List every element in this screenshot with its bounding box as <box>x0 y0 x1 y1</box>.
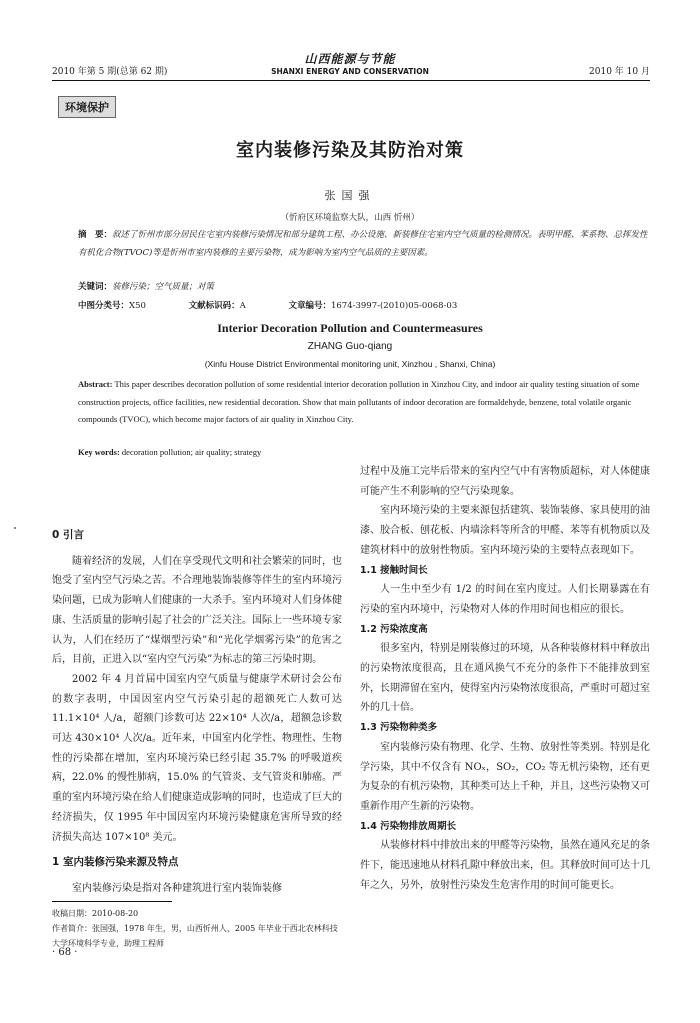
keywords-zh-text: 装修污染；空气质量；对策 <box>112 282 215 292</box>
issue-info: 2010 年第 5 期(总第 62 期) <box>52 67 168 77</box>
margin-mark <box>14 527 16 529</box>
english-affiliation: (Xinfu House District Environmental monitoring unit, Xinzhou , Shanxi, China) <box>204 359 496 369</box>
abstract-zh-label: 摘 要： <box>78 230 113 240</box>
article-id-value: 1674-3997-(2010)05-0068-03 <box>330 301 458 311</box>
footnote-rule <box>52 901 172 902</box>
section-heading-intro: 0 引言 <box>52 529 84 541</box>
abstract-zh <box>78 226 650 262</box>
header-rule <box>52 80 650 81</box>
english-author: ZHANG Guo-qiang <box>307 341 393 352</box>
issue-date: 2010 年 10 月 <box>589 67 650 77</box>
english-keywords-text: decoration pollution; air quality; strategy <box>121 447 262 457</box>
english-keywords-label: Key words: <box>78 447 120 457</box>
article-id-label: 文章编号： <box>288 301 331 311</box>
section-tag: 环境保护 <box>58 96 116 118</box>
section-heading-sources: 1 室内装修污染来源及特点 <box>52 856 179 869</box>
subsection-heading: 1.4 污染物排放周期长 <box>360 820 457 832</box>
footnote <box>52 906 342 951</box>
paragraph: 从装修材料中排放出来的甲醛等污染物，虽然在通风充足的条件下，能迅速地从材料孔隙中释放出来，但。其释放时间可达十几年之久，另外，放射性污染发生危害作用的时间可能更长。 <box>360 840 650 891</box>
english-abstract-label: Abstract: <box>78 379 113 389</box>
left-column <box>52 520 342 899</box>
author-bio: 作者简介：张国强，1978 年生，男，山西忻州人，2005 年毕业于西北农林科技大学环境科学专业，助理工程师 <box>52 924 338 948</box>
received-date: 收稿日期：2010-08-20 <box>52 909 139 918</box>
paragraph: 很多室内，特别是刚装修过的环境，从各种装修材料中释放出的污染物浓度很高，且在通风换气不充分的条件下不能排放到室外，长期滞留在室内，使得室内污染物浓度很高，严重时可超过室外的几十倍。 <box>360 643 650 714</box>
subsection-heading: 1.1 接触时间长 <box>360 564 428 576</box>
page-number: · 68 · <box>52 947 78 958</box>
journal-english-name: SHANXI ENERGY AND CONSERVATION <box>271 67 429 76</box>
paragraph: 人一生中至少有 1/2 的时间在室内度过。人们长期暴露在有污染的室内环境中，污染物对人体的作用时间也相应的很长。 <box>360 584 650 615</box>
paragraph: 室内环境污染的主要来源包括建筑、装饰装修、家具使用的油漆、胶合板、刨花板、内墙涂料等所含的甲醛、苯等有机物质以及建筑材料中的放射性物质。室内环境污染的主要特点表现如下。 <box>360 505 650 556</box>
english-abstract <box>78 376 650 429</box>
page-title: 室内装修污染及其防治对策 <box>236 140 464 161</box>
paragraph: 随着经济的发展，人们在享受现代文明和社会繁荣的同时，也饱受了室内空气污染之苦。不合理地装饰装修等伴生的室内环境污染问题，已成为影响人们健康的一大杀手。室内环境对人们身体健康、生活质量的影响引起了社会的广泛关注。国际上一些环境专家认为，人们在经历了“煤烟型污染”和“光化学烟雾污染”的危害之后，目前，正进入以“室内空气污染”为标志的第三污染时期。 <box>52 555 342 666</box>
doc-code-value: A <box>239 301 246 311</box>
author: 张国强 <box>324 189 376 202</box>
paragraph: 室内装修污染是指对各种建筑进行室内装饰装修 <box>72 882 282 894</box>
right-column <box>360 462 650 895</box>
english-abstract-text: This paper describes decoration pollution of some residential interior decoration pollution in Xinzhou City, and indoor air quality testing situation of some construction projects, office facilities, new residential decoration. Show that main pollutants of indoor decoration are formaldehyde, benzene, total volatile organic compounds (TVOC), which become major factors of air quality in Xinzhou City. <box>78 379 640 425</box>
classification-line <box>78 299 650 311</box>
paragraph: 室内装修污染有物理、化学、生物、放射性等类别。特别是化学污染，其中不仅含有 NOₓ，SO₂，CO₂ 等无机污染物，还有更为复杂的有机污染物，其种类可达上千种，并且，这些污染物又可重新作用产生新的污染物。 <box>360 741 650 812</box>
keywords-zh <box>78 280 650 292</box>
journal-logo: 山西能源与节能 <box>304 52 396 66</box>
paragraph: 2002 年 4 月首届中国室内空气质量与健康学术研讨会公布的数字表明，中国因室内空气污染引起的超额死亡人数可达 11.1×10⁴ 人/a，超额门诊数可达 22×10⁴ 人次/a，超额急诊数可达 430×10⁴ 人次/a。近年来，中国室内化学性、物理性、生物性的污染都在增加，室内环境污染已经引起 35.7% 的呼吸道疾病，22.0% 的慢性肺病，15.0% 的气管炎、支气管炎和肺癌。严重的室内环境污染在给人们健康造成影响的同时，也造成了巨大的经济损失，仅 1995 年中国因室内环境污染健康危害所导致的经济损失高达 107×10⁸ 美元。 <box>52 673 342 843</box>
keywords-zh-label: 关键词： <box>78 282 113 292</box>
paragraph: 过程中及施工完毕后带来的室内空气中有害物质超标，对人体健康可能产生不利影响的空气污染现象。 <box>360 466 650 497</box>
affiliation: （忻府区环境监察大队，山西 忻州） <box>280 213 420 223</box>
english-title: Interior Decoration Pollution and Countermeasures <box>217 321 483 335</box>
abstract-zh-text: 叙述了忻州市部分居民住宅室内装修污染情况和部分建筑工程、办公设施、新装修住宅室内空气质量的检测情况。表明甲醛、苯系物、总挥发性有机化合物(TVOC)等是忻州市室内装修的主要污染物，成为影响为室内空气品质的主要因素。 <box>78 230 648 258</box>
english-keywords <box>78 447 650 457</box>
clc-value: X50 <box>129 301 146 311</box>
doc-code-label: 文献标识码： <box>188 301 240 311</box>
subsection-heading: 1.2 污染浓度高 <box>360 623 428 635</box>
clc-label: 中图分类号： <box>78 301 130 311</box>
subsection-heading: 1.3 污染物种类多 <box>360 722 438 734</box>
